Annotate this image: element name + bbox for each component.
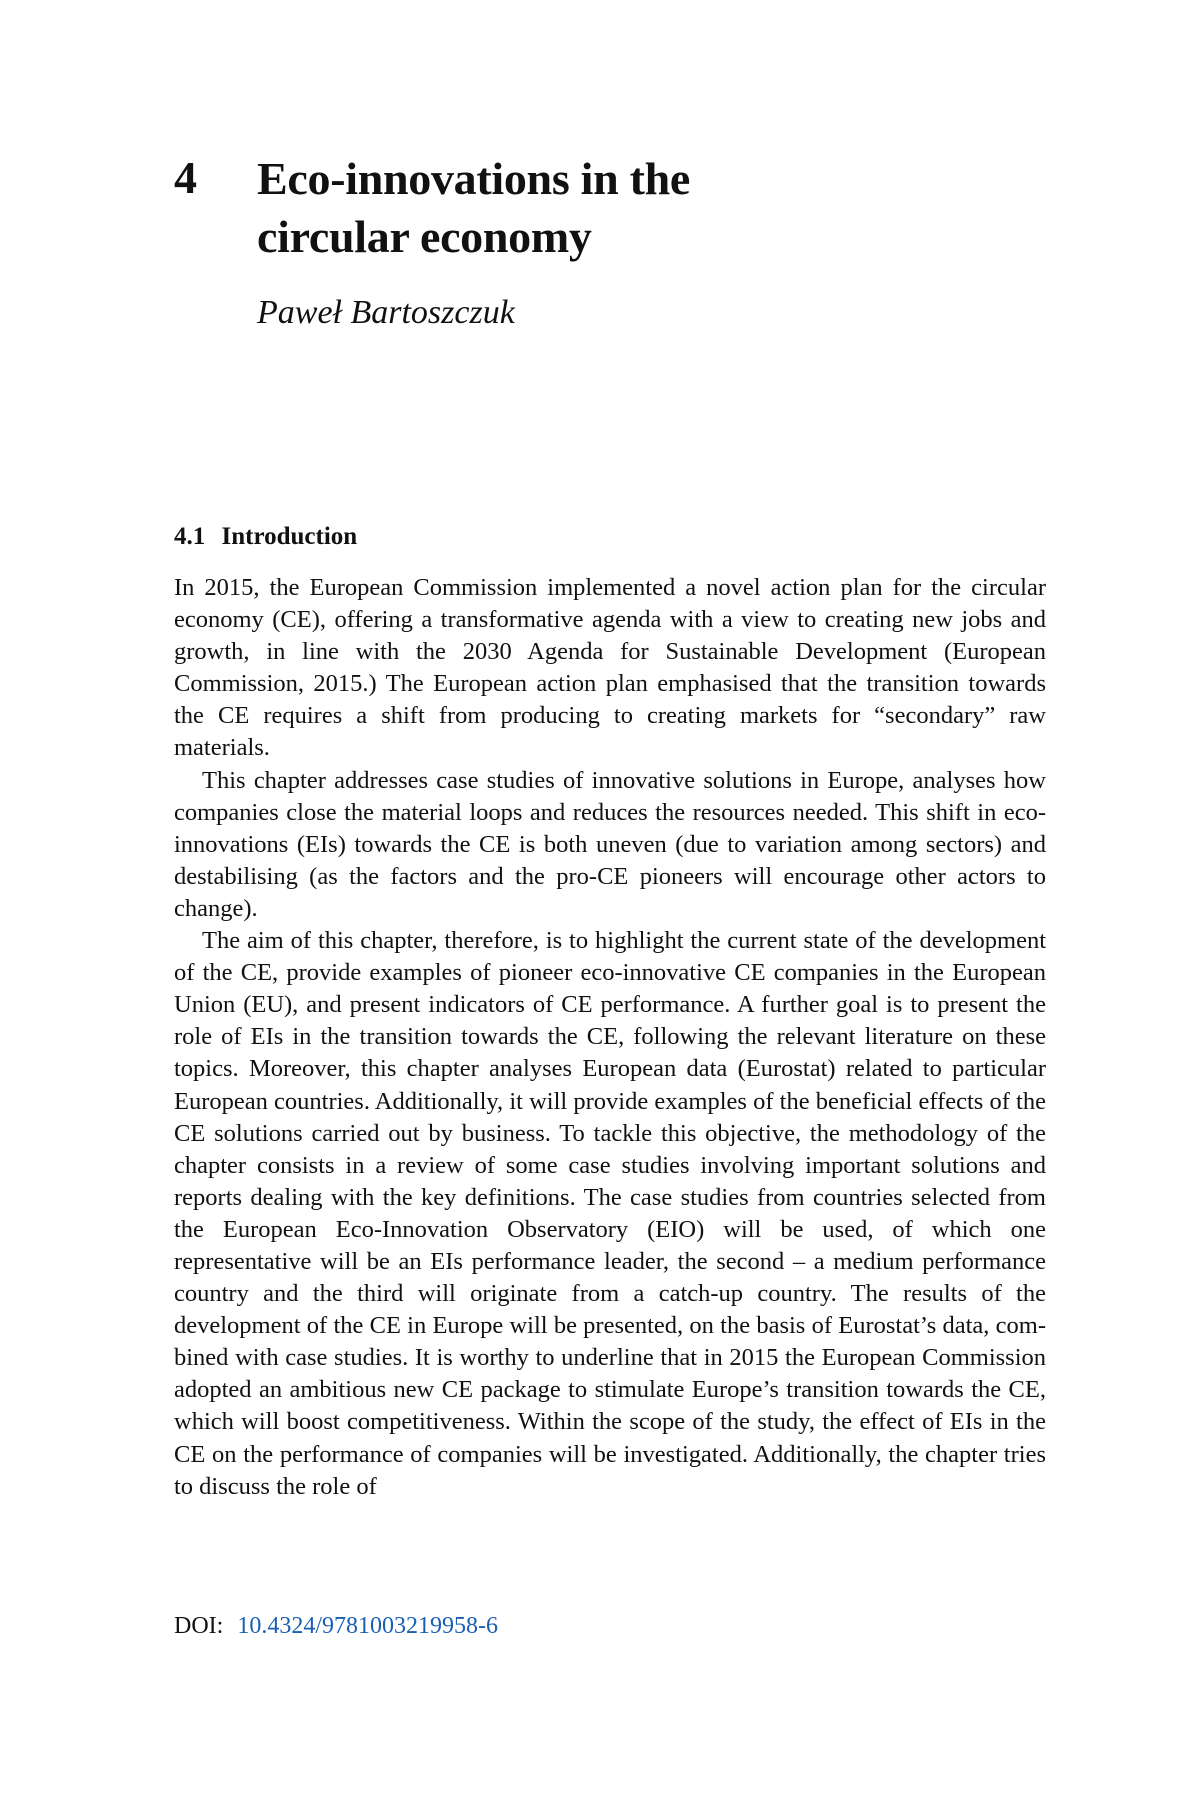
section-number: 4.1: [174, 523, 206, 550]
chapter-title: [257, 150, 957, 266]
chapter-author: Paweł Bartoszczuk: [257, 294, 515, 331]
paragraph: The aim of this chapter, therefore, is to highlight the current state of the development of the CE, provide examples of pioneer eco-innovative CE companies in the European Union (EU), and present indicators of CE performance. A further goal is to present the role of EIs in the transition towards the CE, following the relevant literature on these topics. Moreover, this chapter analyses European data (Eurostat) related to particular European countries. Additionally, it will provide examples of the beneficial effects of the CE solutions carried out by business. To tackle this objective, the methodology of the chapter consists in a review of some case studies involving important solutions and reports dealing with the key definitions. The case studies from countries selected from the European Eco-Innovation Observatory (EIO) will be used, of which one representative will be an EIs performance leader, the second – a medium performance country and the third will originate from a catch-up country. The results of the development of the CE in Europe will be presented, on the basis of Eurostat’s data, combined with case studies. It is worthy to underline that in 2015 the European Commission adopted an ambitious new CE package to stimulate Europe’s transition towards the CE, which will boost competitiveness. Within the scope of the study, the effect of EIs in the CE on the performance of companies will be investigated. Additionally, the chapter tries to discuss the role of: [174, 927, 1046, 1500]
doi-label: DOI:: [174, 1613, 224, 1639]
section-title: Introduction: [221, 523, 358, 550]
chapter-number: 4: [174, 152, 197, 203]
section-heading: [174, 520, 357, 554]
doi-link[interactable]: 10.4324/9781003219958-6: [237, 1613, 498, 1639]
paragraph: In 2015, the European Commission implemented a novel action plan for the circular economy (CE), offering a transformative agenda with a view to creating new jobs and growth, in line with the 2030 Agenda for Sustainable Development (European Commission, 2015.) The European action plan emphasised that the transition towards the CE requires a shift from producing to creating markets for “secondary” raw materials.: [174, 574, 1046, 762]
paragraph: This chapter addresses case studies of innovative solutions in Europe, analyses how companies close the material loops and reduces the resources needed. This shift in eco-innovations (EIs) towards the CE is both uneven (due to variation among sectors) and destabilising (as the factors and the pro-CE pioneers will encourage other actors to change).: [174, 766, 1046, 922]
chapter-title-line-1: Eco-innovations in the: [257, 153, 691, 204]
body-text: [174, 572, 1046, 1503]
doi-line: [174, 1610, 498, 1642]
chapter-title-line-2: circular economy: [257, 211, 592, 262]
